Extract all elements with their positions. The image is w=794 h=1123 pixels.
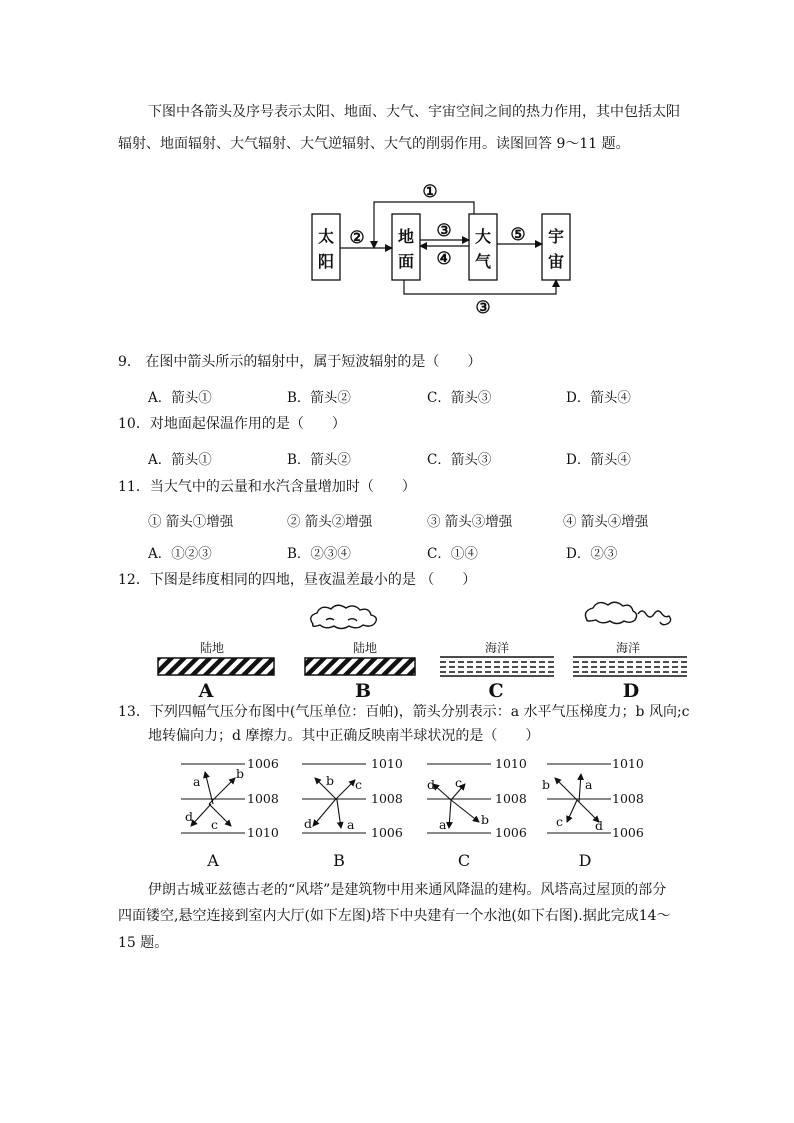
arrow-2-label: ②: [349, 228, 365, 248]
q13-a-arrow-b: b: [236, 766, 245, 781]
q11-statement-1: ① 箭头①增强: [148, 514, 234, 530]
intro-line-1: 下图中各箭头及序号表示太阳、地面、大气、宇宙空间之间的热力作用，其中包括太阳: [148, 104, 680, 120]
q13-c-arrow-d: d: [427, 777, 436, 792]
q13-b-arrow-b: b: [326, 773, 335, 788]
q10-option-c[interactable]: C．箭头③: [427, 452, 492, 468]
q12-b-surface: 陆地: [352, 641, 378, 655]
q10-option-b[interactable]: B．箭头②: [287, 452, 351, 468]
q13-c-label: C: [457, 851, 471, 870]
passage-line-2: 四面镂空,悬空连接到室内大厅(如下左图)塔下中央建有一个水池(如下右图).据此完成14～: [118, 908, 671, 924]
q9-option-b[interactable]: B．箭头②: [287, 390, 351, 406]
arrow-4-label: ④: [436, 249, 452, 269]
arrow-5-label: ⑤: [510, 225, 526, 245]
arrow-1-label: ①: [422, 182, 438, 202]
ground-label-1: 地: [397, 227, 415, 246]
q9-option-c[interactable]: C．箭头③: [427, 390, 492, 406]
q12-d-surface: 海洋: [615, 641, 641, 655]
q11-statement-4: ④ 箭头④增强: [563, 514, 649, 530]
q13-b-isobar-3: 1006: [371, 825, 403, 840]
atmosphere-label-2: 气: [474, 252, 492, 271]
q10-option-a[interactable]: A．箭头①: [148, 452, 212, 468]
space-label-1: 宇: [547, 227, 565, 246]
arrow-3-bottom-label: ③: [475, 298, 491, 318]
q12-d-label: D: [622, 680, 640, 702]
passage-line-1: 伊朗古城亚兹德古老的“风塔”是建筑物中用来通风降温的建构。风塔高过屋顶的部分: [148, 882, 667, 898]
q13-b-arrow-c: c: [355, 777, 363, 792]
q12-b-cloud-icon: [311, 605, 377, 628]
q11-stem: 11．当大气中的云量和水汽含量增加时（ ）: [118, 479, 416, 495]
q13-a-arrow-a: a: [193, 774, 201, 789]
q9-option-d[interactable]: D．箭头④: [566, 390, 631, 406]
q13-d-isobar-1: 1010: [612, 756, 644, 771]
q9-stem: 9． 在图中箭头所示的辐射中，属于短波辐射的是（ ）: [118, 354, 482, 370]
q12-c-label: C: [488, 680, 504, 702]
q12-b-label: B: [354, 680, 372, 702]
q13-d-label: D: [578, 851, 592, 870]
arrow-3-label: ③: [436, 221, 452, 241]
q13-c-isobar-1: 1010: [495, 756, 527, 771]
q9-option-a[interactable]: A．箭头①: [148, 390, 212, 406]
intro-line-2: 辐射、地面辐射、大气辐射、大气逆辐射、大气的削弱作用。读图回答 9～11 题。: [118, 136, 630, 152]
q11-option-b[interactable]: B．②③④: [287, 546, 351, 562]
q13-c-isobar-2: 1008: [495, 791, 527, 806]
heat-flow-diagram: [300, 172, 590, 320]
q13-a-isobar-3: 1010: [247, 825, 279, 840]
q13-b-arrow-a: a: [347, 817, 355, 832]
q13-d-arrow-b: b: [542, 777, 551, 792]
q12-d-cloud-icon: [585, 602, 670, 624]
q13-d-arrow-d: d: [595, 818, 604, 833]
arrow-1: [374, 202, 474, 248]
q11-statement-2: ② 箭头②增强: [287, 514, 373, 530]
q13-panel-b: [302, 756, 403, 870]
atmosphere-label-1: 大: [474, 227, 492, 246]
passage-line-3: 15 题。: [118, 935, 169, 951]
q12-a-label: A: [198, 680, 214, 702]
sun-label-1: 太: [317, 227, 335, 246]
q10-option-d[interactable]: D．箭头④: [566, 452, 631, 468]
q12-a-land: [158, 658, 274, 675]
q11-option-a[interactable]: A．①②③: [148, 546, 212, 562]
q11-option-d[interactable]: D．②③: [566, 546, 618, 562]
q13-d-isobar-3: 1006: [612, 825, 644, 840]
q13-a-isobar-1: 1006: [247, 756, 279, 771]
q12-figure: [150, 600, 700, 702]
arrow-3-bottom: [404, 280, 556, 294]
q12-b-land: [305, 658, 415, 675]
q13-a-arrow-d: d: [185, 809, 194, 824]
q13-figure: [175, 752, 655, 874]
q13-c-isobar-3: 1006: [495, 825, 527, 840]
ground-label-2: 面: [397, 252, 415, 271]
q12-c-surface: 海洋: [484, 641, 510, 655]
q11-option-c[interactable]: C．①④: [427, 546, 478, 562]
q13-stem-line-2: 地转偏向力；d 摩擦力。其中正确反映南半球状况的是（ ）: [148, 728, 540, 744]
q12-a-surface: 陆地: [199, 641, 225, 655]
q13-panel-c: [427, 756, 527, 870]
space-label-2: 宙: [547, 252, 565, 271]
q11-statement-3: ③ 箭头③增强: [427, 514, 513, 530]
q13-d-isobar-2: 1008: [612, 791, 644, 806]
q13-b-isobar-2: 1008: [371, 791, 403, 806]
q13-a-label: A: [207, 851, 219, 870]
q13-a-arrow-c: c: [211, 817, 219, 832]
q13-stem-line-1: 13．下列四幅气压分布图中(气压单位：百帕)，箭头分别表示：a 水平气压梯度力；b 风向;c: [118, 704, 690, 720]
q12-stem: 12．下图是纬度相同的四地，昼夜温差最小的是 （ ）: [118, 572, 477, 588]
q13-panel-a: [181, 756, 279, 870]
q10-stem: 10．对地面起保温作用的是（ ）: [118, 416, 346, 432]
q13-d-arrow-a: a: [585, 777, 593, 792]
q13-c-arrow-b: b: [481, 812, 490, 827]
q13-b-label: B: [333, 851, 345, 870]
q13-b-isobar-1: 1010: [371, 756, 403, 771]
q13-c-arrow-a: a: [439, 817, 447, 832]
q13-b-arrow-d: d: [304, 816, 313, 831]
q13-d-arrow-c: c: [556, 814, 564, 829]
sun-label-2: 阳: [317, 252, 335, 271]
q13-panel-d: [542, 756, 644, 870]
q12-c-ocean: [440, 657, 554, 676]
q13-a-isobar-2: 1008: [247, 791, 279, 806]
q13-c-arrow-c: c: [455, 775, 463, 790]
q12-d-ocean: [573, 657, 687, 676]
